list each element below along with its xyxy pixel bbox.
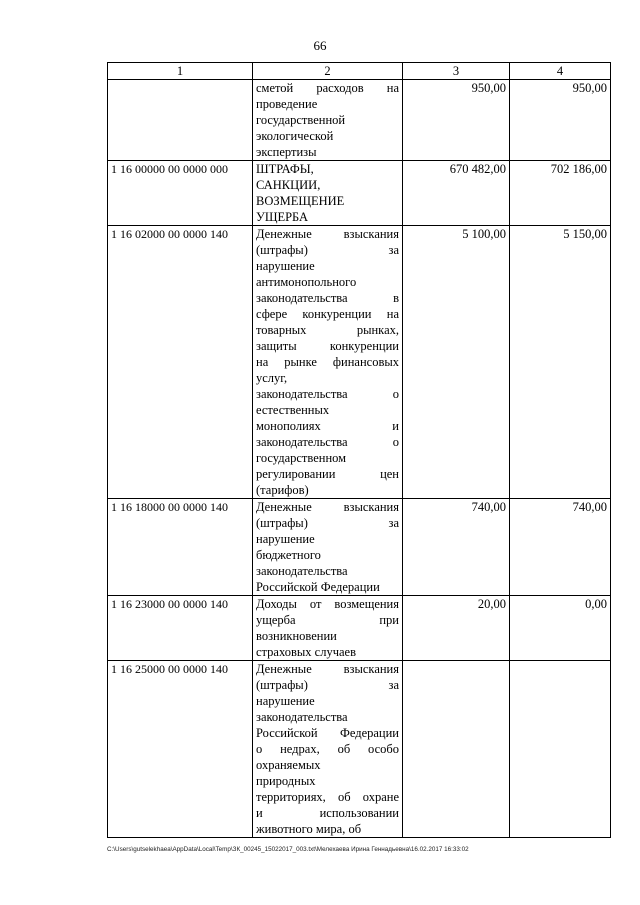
description-line: нарушение [256, 259, 315, 273]
description-line: нарушение [256, 694, 315, 708]
amount-year-2: 740,00 [510, 499, 611, 596]
description-line: услуг, [256, 371, 288, 385]
revenue-description [253, 80, 403, 161]
description-line: Денежные взыскания [256, 500, 399, 514]
revenue-description [253, 596, 403, 661]
amount-year-2: 5 150,00 [510, 226, 611, 499]
description-line: сфере конкуренции на [256, 307, 399, 321]
amount-year-2: 950,00 [510, 80, 611, 161]
description-line: охраняемых [256, 758, 321, 772]
description-line: регулировании цен [256, 467, 399, 481]
description-line: естественных [256, 403, 330, 417]
budget-revenue-table [107, 62, 611, 838]
revenue-description [253, 226, 403, 499]
description-line: Российской Федерации [256, 726, 399, 740]
description-line: о недрах, об особо [256, 742, 399, 756]
revenue-description [253, 499, 403, 596]
description-line: монополиях и [256, 419, 399, 433]
file-path-footer: C:\Users\gutselekhaea\AppData\Local\Temp\ЗК_00245_15022017_003.txt\Мелехаева Ирина Геннадьевна\16.02.2017 16:33:02 [107, 846, 469, 853]
description-line: нарушение [256, 532, 315, 546]
table-row [108, 499, 611, 596]
amount-year-2 [510, 661, 611, 838]
description-line: законодательства [256, 710, 348, 724]
amount-year-1: 950,00 [403, 80, 510, 161]
column-header-2: 2 [253, 63, 403, 80]
description-line: Денежные взыскания [256, 227, 399, 241]
description-line: антимонопольного [256, 275, 357, 289]
description-line: законодательства о [256, 435, 399, 449]
description-line: экспертизы [256, 145, 317, 159]
description-line: Доходы от возмещения [256, 597, 399, 611]
table-header-row [108, 63, 611, 80]
description-line: на рынке финансовых [256, 355, 399, 369]
description-line: территориях, об охране [256, 790, 399, 804]
amount-year-2: 702 186,00 [510, 161, 611, 226]
table-row [108, 226, 611, 499]
description-line: природных [256, 774, 316, 788]
classification-code: 1 16 23000 00 0000 140 [108, 596, 253, 661]
classification-code: 1 16 00000 00 0000 000 [108, 161, 253, 226]
description-line: проведение [256, 97, 318, 111]
table-row [108, 80, 611, 161]
description-line: (штрафы) за [256, 516, 399, 530]
description-line: ущерба при [256, 613, 399, 627]
column-header-4: 4 [510, 63, 611, 80]
description-line: товарных рынках, [256, 323, 399, 337]
description-line: Российской Федерации [256, 580, 380, 594]
revenue-description [253, 161, 403, 226]
description-line: и использовании [256, 806, 399, 820]
table-row [108, 596, 611, 661]
amount-year-1: 5 100,00 [403, 226, 510, 499]
description-line: государственной [256, 113, 346, 127]
description-line: (штрафы) за [256, 243, 399, 257]
description-line: возникновении [256, 629, 337, 643]
page-number: 66 [313, 38, 327, 53]
description-line: сметой расходов на [256, 81, 399, 95]
description-line: экологической [256, 129, 334, 143]
classification-code: 1 16 02000 00 0000 140 [108, 226, 253, 499]
revenue-description [253, 661, 403, 838]
table-row [108, 161, 611, 226]
description-line: защиты конкуренции [256, 339, 399, 353]
classification-code [108, 80, 253, 161]
description-line: законодательства в [256, 291, 399, 305]
description-line: законодательства о [256, 387, 399, 401]
amount-year-1: 740,00 [403, 499, 510, 596]
amount-year-1 [403, 661, 510, 838]
column-header-3: 3 [403, 63, 510, 80]
description-line: ШТРАФЫ, [256, 162, 314, 176]
classification-code: 1 16 18000 00 0000 140 [108, 499, 253, 596]
description-line: САНКЦИИ, [256, 178, 321, 192]
amount-year-1: 20,00 [403, 596, 510, 661]
description-line: бюджетного [256, 548, 321, 562]
description-line: животного мира, об [256, 822, 362, 836]
description-line: ВОЗМЕЩЕНИЕ [256, 194, 345, 208]
description-line: УЩЕРБА [256, 210, 309, 224]
amount-year-2: 0,00 [510, 596, 611, 661]
classification-code: 1 16 25000 00 0000 140 [108, 661, 253, 838]
description-line: Денежные взыскания [256, 662, 399, 676]
description-line: (штрафы) за [256, 678, 399, 692]
description-line: законодательства [256, 564, 348, 578]
description-line: страховых случаев [256, 645, 356, 659]
column-header-1: 1 [108, 63, 253, 80]
table-row [108, 661, 611, 838]
amount-year-1: 670 482,00 [403, 161, 510, 226]
description-line: государственном [256, 451, 347, 465]
description-line: (тарифов) [256, 483, 309, 497]
